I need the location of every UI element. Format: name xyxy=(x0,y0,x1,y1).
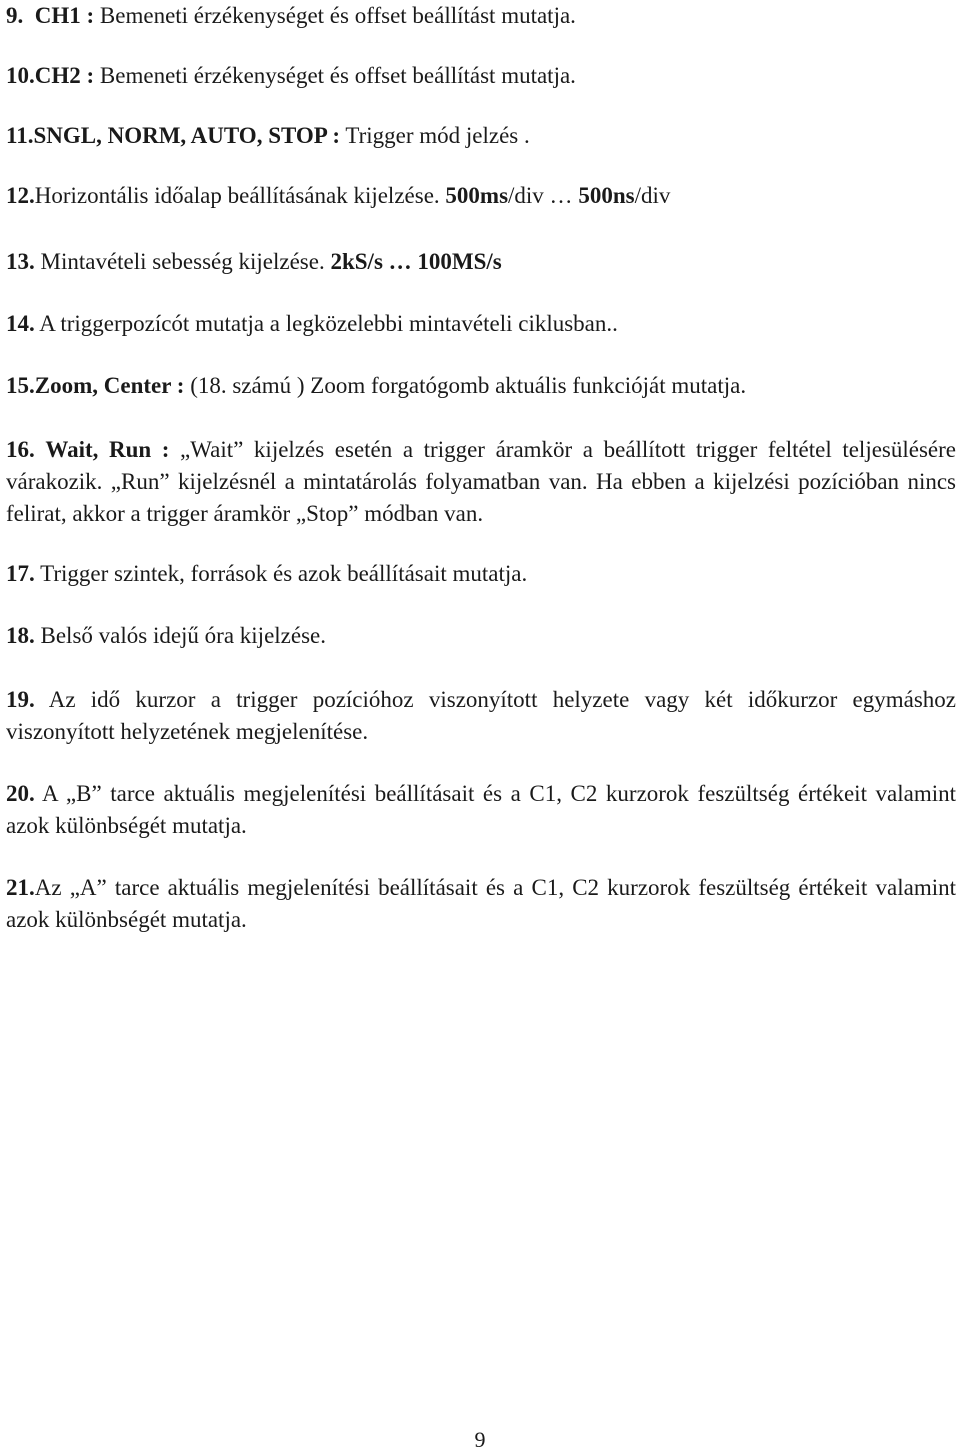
item-text: Az idő kurzor a trigger pozícióhoz viszonyított helyzete vagy két időkurzor egymáshoz viszonyított helyzetének megjelenítése. xyxy=(6,687,956,744)
item-text: Belső valós idejű óra kijelzése. xyxy=(34,623,327,648)
item-label: Wait, Run : xyxy=(45,437,170,462)
list-item xyxy=(6,246,956,278)
item-text: Bemeneti érzékenységet és offset beállítást mutatja. xyxy=(94,3,576,28)
page-number: 9 xyxy=(474,1427,486,1452)
list-item xyxy=(6,180,956,212)
item-number: 19. xyxy=(6,687,35,712)
item-text: Az „A” tarce aktuális megjelenítési beállításait és a C1, C2 kurzorok feszültség értékeit valamint azok különbségét mutatja. xyxy=(6,875,956,932)
item-label: CH1 : xyxy=(34,3,95,28)
item-number: 17. xyxy=(6,561,35,586)
list-item xyxy=(6,370,956,402)
item-text: Trigger szintek, források és azok beállításait mutatja. xyxy=(34,561,528,586)
item-number: 15. xyxy=(6,373,35,398)
item-text: A „B” tarce aktuális megjelenítési beállításait és a C1, C2 kurzorok feszültség értékeit valamint azok különbségét mutatja. xyxy=(6,781,956,838)
list-item xyxy=(6,0,956,32)
item-text: Horizontális időalap beállításának kijelzése. xyxy=(34,183,446,208)
item-text: Bemeneti érzékenységet és offset beállítást mutatja. xyxy=(94,63,576,88)
item-label: SNGL, NORM, AUTO, STOP : xyxy=(33,123,340,148)
item-number: 12. xyxy=(6,183,35,208)
item-text: A triggerpozícót mutatja a legközelebbi mintavételi ciklusban.. xyxy=(34,311,618,336)
item-text: Trigger mód jelzés . xyxy=(340,123,530,148)
item-number: 11. xyxy=(6,123,34,148)
list-item xyxy=(6,434,956,530)
list-item xyxy=(6,872,956,936)
item-value: 500ns xyxy=(578,183,635,208)
item-text: /div … xyxy=(508,183,579,208)
list-item xyxy=(6,60,956,92)
list-item xyxy=(6,308,956,340)
item-value: 2kS/s … 100MS/s xyxy=(330,249,502,274)
list-item xyxy=(6,620,956,652)
item-label: Zoom, Center : xyxy=(34,373,185,398)
item-number: 18. xyxy=(6,623,35,648)
item-number: 9. xyxy=(6,3,24,28)
item-text: Mintavételi sebesség kijelzése. xyxy=(34,249,331,274)
list-item xyxy=(6,684,956,748)
item-text: /div xyxy=(634,183,671,208)
item-number: 16. xyxy=(6,437,35,462)
item-value: 500ms xyxy=(445,183,509,208)
item-number: 13. xyxy=(6,249,35,274)
item-label: CH2 : xyxy=(34,63,95,88)
list-item xyxy=(6,778,956,842)
item-text: „Wait” kijelzés esetén a trigger áramkör a beállított trigger feltétel teljesülésére várakozik. „Run” kijelzésnél a mintatárolás folyamatban van. Ha ebben a kijelzési pozícióban nincs felirat, akkor a trigger áramkör „Stop” módban van. xyxy=(6,437,956,526)
item-number: 20. xyxy=(6,781,35,806)
item-number: 14. xyxy=(6,311,35,336)
item-number: 10. xyxy=(6,63,35,88)
item-text: (18. számú ) Zoom forgatógomb aktuális funkcióját mutatja. xyxy=(184,373,747,398)
list-item xyxy=(6,558,956,590)
list-item xyxy=(6,120,956,152)
item-number: 21. xyxy=(6,875,35,900)
